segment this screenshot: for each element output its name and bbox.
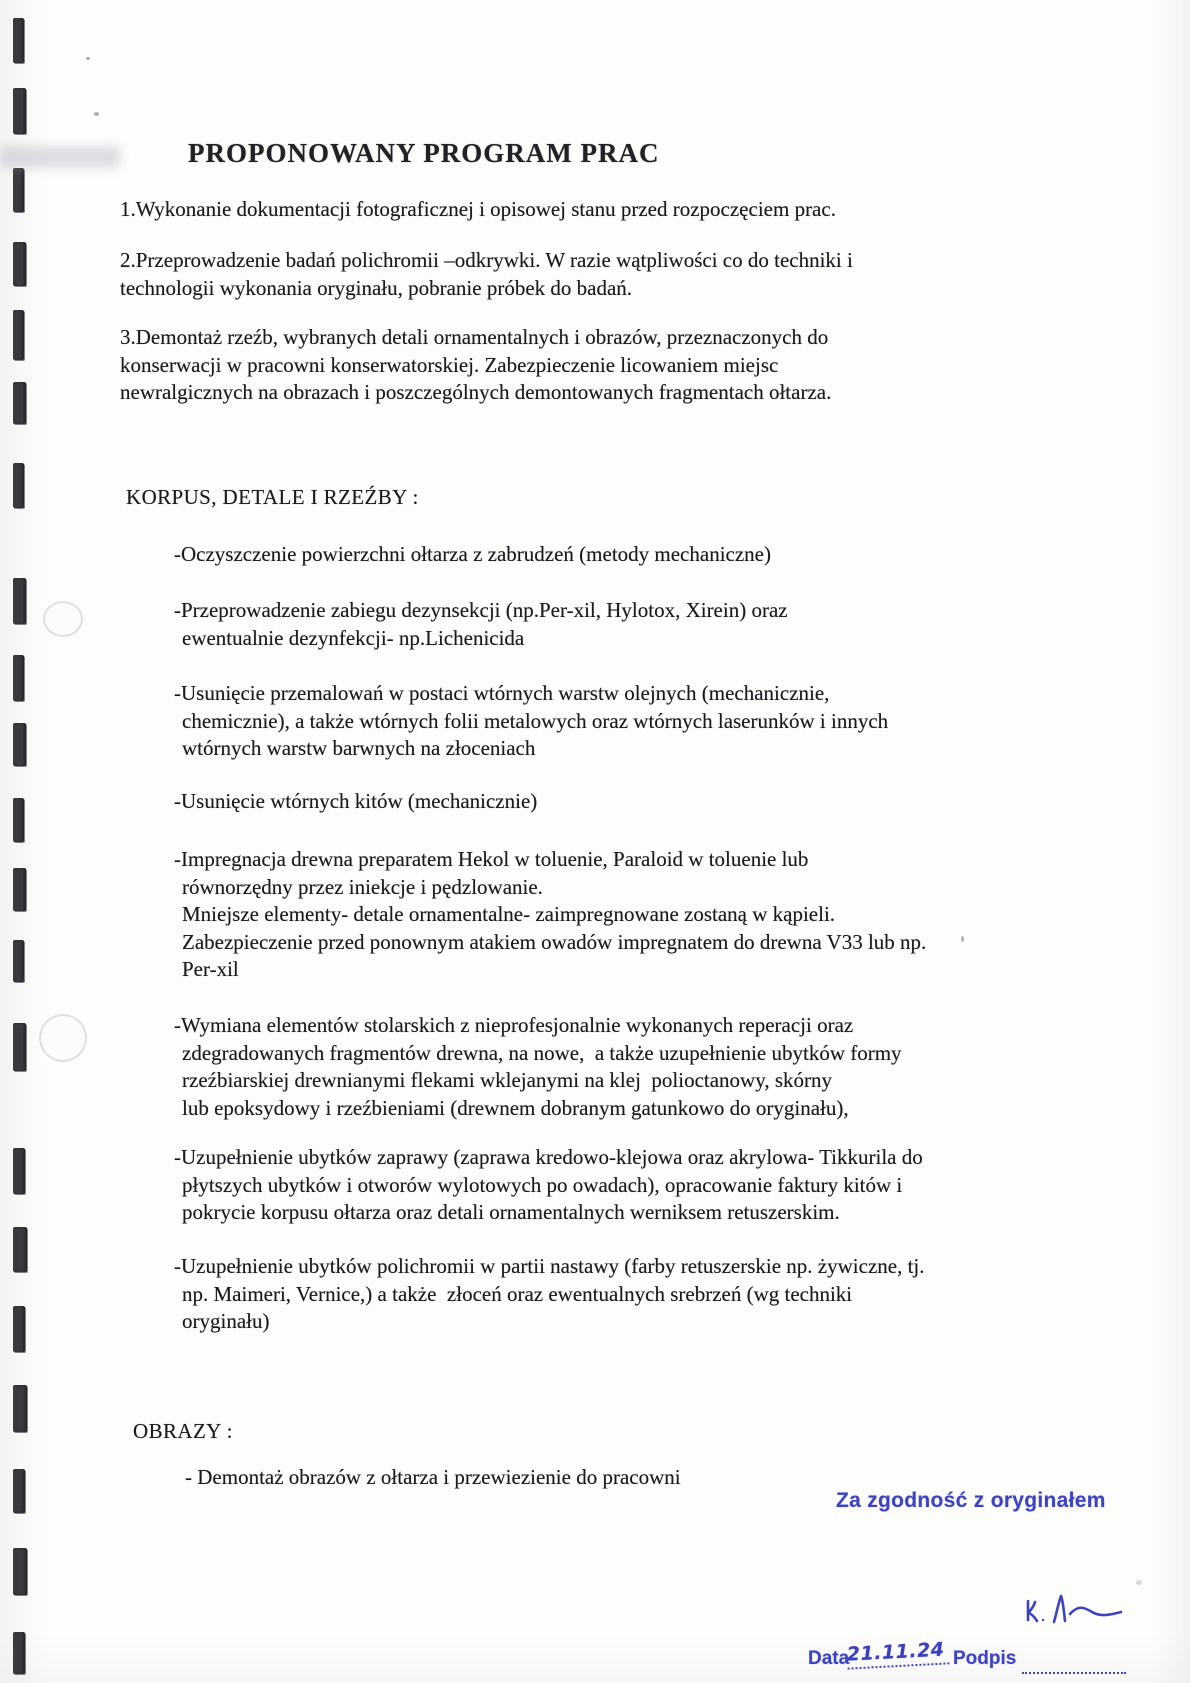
document-title: PROPONOWANY PROGRAM PRAC (188, 138, 660, 168)
text-line: -Impregnacja drewna preparatem Hekol w toluenie, Paraloid w toluenie lub (174, 847, 809, 871)
handwritten-date: 21.11.24 (846, 1638, 949, 1669)
bullet-uzupelnienie-zaprawy (174, 1144, 923, 1227)
text-line: - Demontaż obrazów z ołtarza i przewiezienie do pracowni (185, 1465, 681, 1489)
bullet-uzupelnienie-polichromii (174, 1253, 925, 1336)
numbered-paragraph-2 (120, 247, 853, 302)
binding-mark (13, 1385, 27, 1432)
binding-mark (13, 723, 26, 766)
binding-mark (13, 1469, 25, 1513)
stamp-certification-text: Za zgodność z oryginałem (836, 1489, 1106, 1512)
bullet-usuniecie-kitow (174, 788, 537, 816)
binding-mark (13, 88, 26, 134)
bullet-demontaz-obrazow (185, 1464, 681, 1492)
bullet-wymiana-elementow (174, 1012, 902, 1122)
text-line: -Wymiana elementów stolarskich z nieprofesjonalnie wykonanych reperacji oraz (174, 1013, 854, 1037)
binding-mark (13, 1023, 26, 1071)
text-line: newralgicznych na obrazach i poszczególnych demontowanych fragmentach ołtarza. (120, 380, 832, 404)
handwritten-signature (1022, 1548, 1126, 1674)
text-line: zdegradowanych fragmentów drewna, na nowe, a także uzupełnienie ubytków formy (182, 1040, 902, 1065)
scan-smudge (0, 146, 120, 168)
binding-mark (13, 798, 24, 842)
stamp-signature-label: Podpis (952, 1648, 1017, 1669)
bullet-usuniecie-przemalowan (174, 680, 888, 763)
binding-mark (13, 1548, 27, 1595)
text-line: -Oczyszczenie powierzchni ołtarza z zabrudzeń (metody mechaniczne) (174, 542, 771, 566)
text-line: Mniejsze elementy- detale ornamentalne- zaimpregnowane zostaną w kąpieli. (182, 902, 836, 926)
binding-mark (13, 655, 24, 701)
binding-mark (13, 1632, 25, 1674)
binding-mark (13, 382, 26, 424)
text-line: wtórnych warstw barwnych na złoceniach (182, 736, 536, 760)
text-line: 2.Przeprowadzenie badań polichromii –odkrywki. W razie wątpliwości co do techniki i (120, 248, 853, 272)
text-line: -Usunięcie wtórnych kitów (mechanicznie) (174, 789, 538, 813)
text-line: ewentualnie dezynfekcji- np.Lichenicida (182, 625, 525, 650)
punch-hole (39, 1014, 87, 1062)
text-line: -Przeprowadzenie zabiegu dezynsekcji (np.Per-xil, Hylotox, Xirein) oraz (174, 598, 788, 622)
stamp-date-signature-row (808, 1544, 1126, 1670)
binding-mark (13, 168, 24, 212)
text-line: Per-xil (182, 957, 239, 981)
text-line: rzeźbiarskiej drewnianymi flekami wklejanymi na klej polioctanowy, skórny (182, 1068, 833, 1092)
text-line: 3.Demontaż rzeźb, wybranych detali ornamentalnych i obrazów, przeznaczonych do (120, 325, 829, 349)
binding-mark (13, 868, 26, 911)
binding-mark (13, 463, 24, 508)
binding-mark (13, 242, 26, 286)
binding-mark (13, 1148, 25, 1194)
text-line: Zabezpieczenie przed ponownym atakiem owadów impregnatem do drewna V33 lub np. (182, 929, 927, 954)
stamp-date-label: Data (808, 1648, 850, 1669)
text-line: technologii wykonania oryginału, pobranie próbek do badań. (120, 275, 633, 300)
numbered-paragraph-1 (120, 196, 836, 224)
punch-hole (43, 601, 83, 637)
section-heading-korpus: KORPUS, DETALE I RZEŹBY : (126, 485, 419, 509)
binding-mark (13, 1227, 27, 1272)
text-line: np. Maimeri, Vernice,) a także złoceń oraz ewentualnych srebrzeń (wg techniki (182, 1281, 853, 1306)
text-line: chemicznie), a także wtórnych folii metalowych oraz wtórnych laserunków i innych (182, 708, 889, 733)
section-heading-obrazy: OBRAZY : (133, 1419, 233, 1443)
text-line: równorzędny przez iniekcje i pędzlowanie. (182, 874, 543, 899)
binding-mark (13, 578, 26, 624)
bullet-impregnacja (174, 846, 926, 984)
text-line: 1.Wykonanie dokumentacji fotograficznej i opisowej stanu przed rozpoczęciem prac. (120, 197, 836, 221)
scan-speck (961, 936, 964, 942)
bullet-dezynsekcja (174, 597, 788, 652)
numbered-paragraph-3 (120, 324, 831, 407)
scan-speck (1136, 1580, 1142, 1585)
text-line: pokrycie korpusu ołtarza oraz detali ornamentalnych werniksem retuszerskim. (182, 1200, 840, 1224)
text-line: płytszych ubytków i otworów wylotowych po owadach), opracowanie faktury kitów i (182, 1172, 903, 1197)
text-line: -Uzupełnienie ubytków zaprawy (zaprawa kredowo-klejowa oraz akrylowa- Tikkurila do (174, 1145, 923, 1169)
binding-mark (13, 940, 24, 982)
text-line: -Usunięcie przemalowań w postaci wtórnych warstw olejnych (mechanicznie, (174, 681, 830, 705)
binding-mark (13, 1306, 25, 1352)
binding-mark (13, 18, 24, 63)
signature-stroke-icon (1022, 1592, 1126, 1628)
scan-speck (86, 57, 90, 60)
binding-mark (13, 310, 24, 360)
text-line: lub epoksydowy i rzeźbieniami (drewnem dobranym gatunkowo do oryginału), (182, 1095, 849, 1120)
text-line: oryginału) (182, 1309, 270, 1333)
text-line: konserwacji w pracowni konserwatorskiej. Zabezpieczenie licowaniem miejsc (120, 352, 779, 377)
text-line: -Uzupełnienie ubytków polichromii w partii nastawy (farby retuszerskie np. żywiczne, tj. (174, 1254, 925, 1278)
scan-speck (94, 112, 99, 116)
bullet-oczyszczenie (174, 541, 771, 569)
